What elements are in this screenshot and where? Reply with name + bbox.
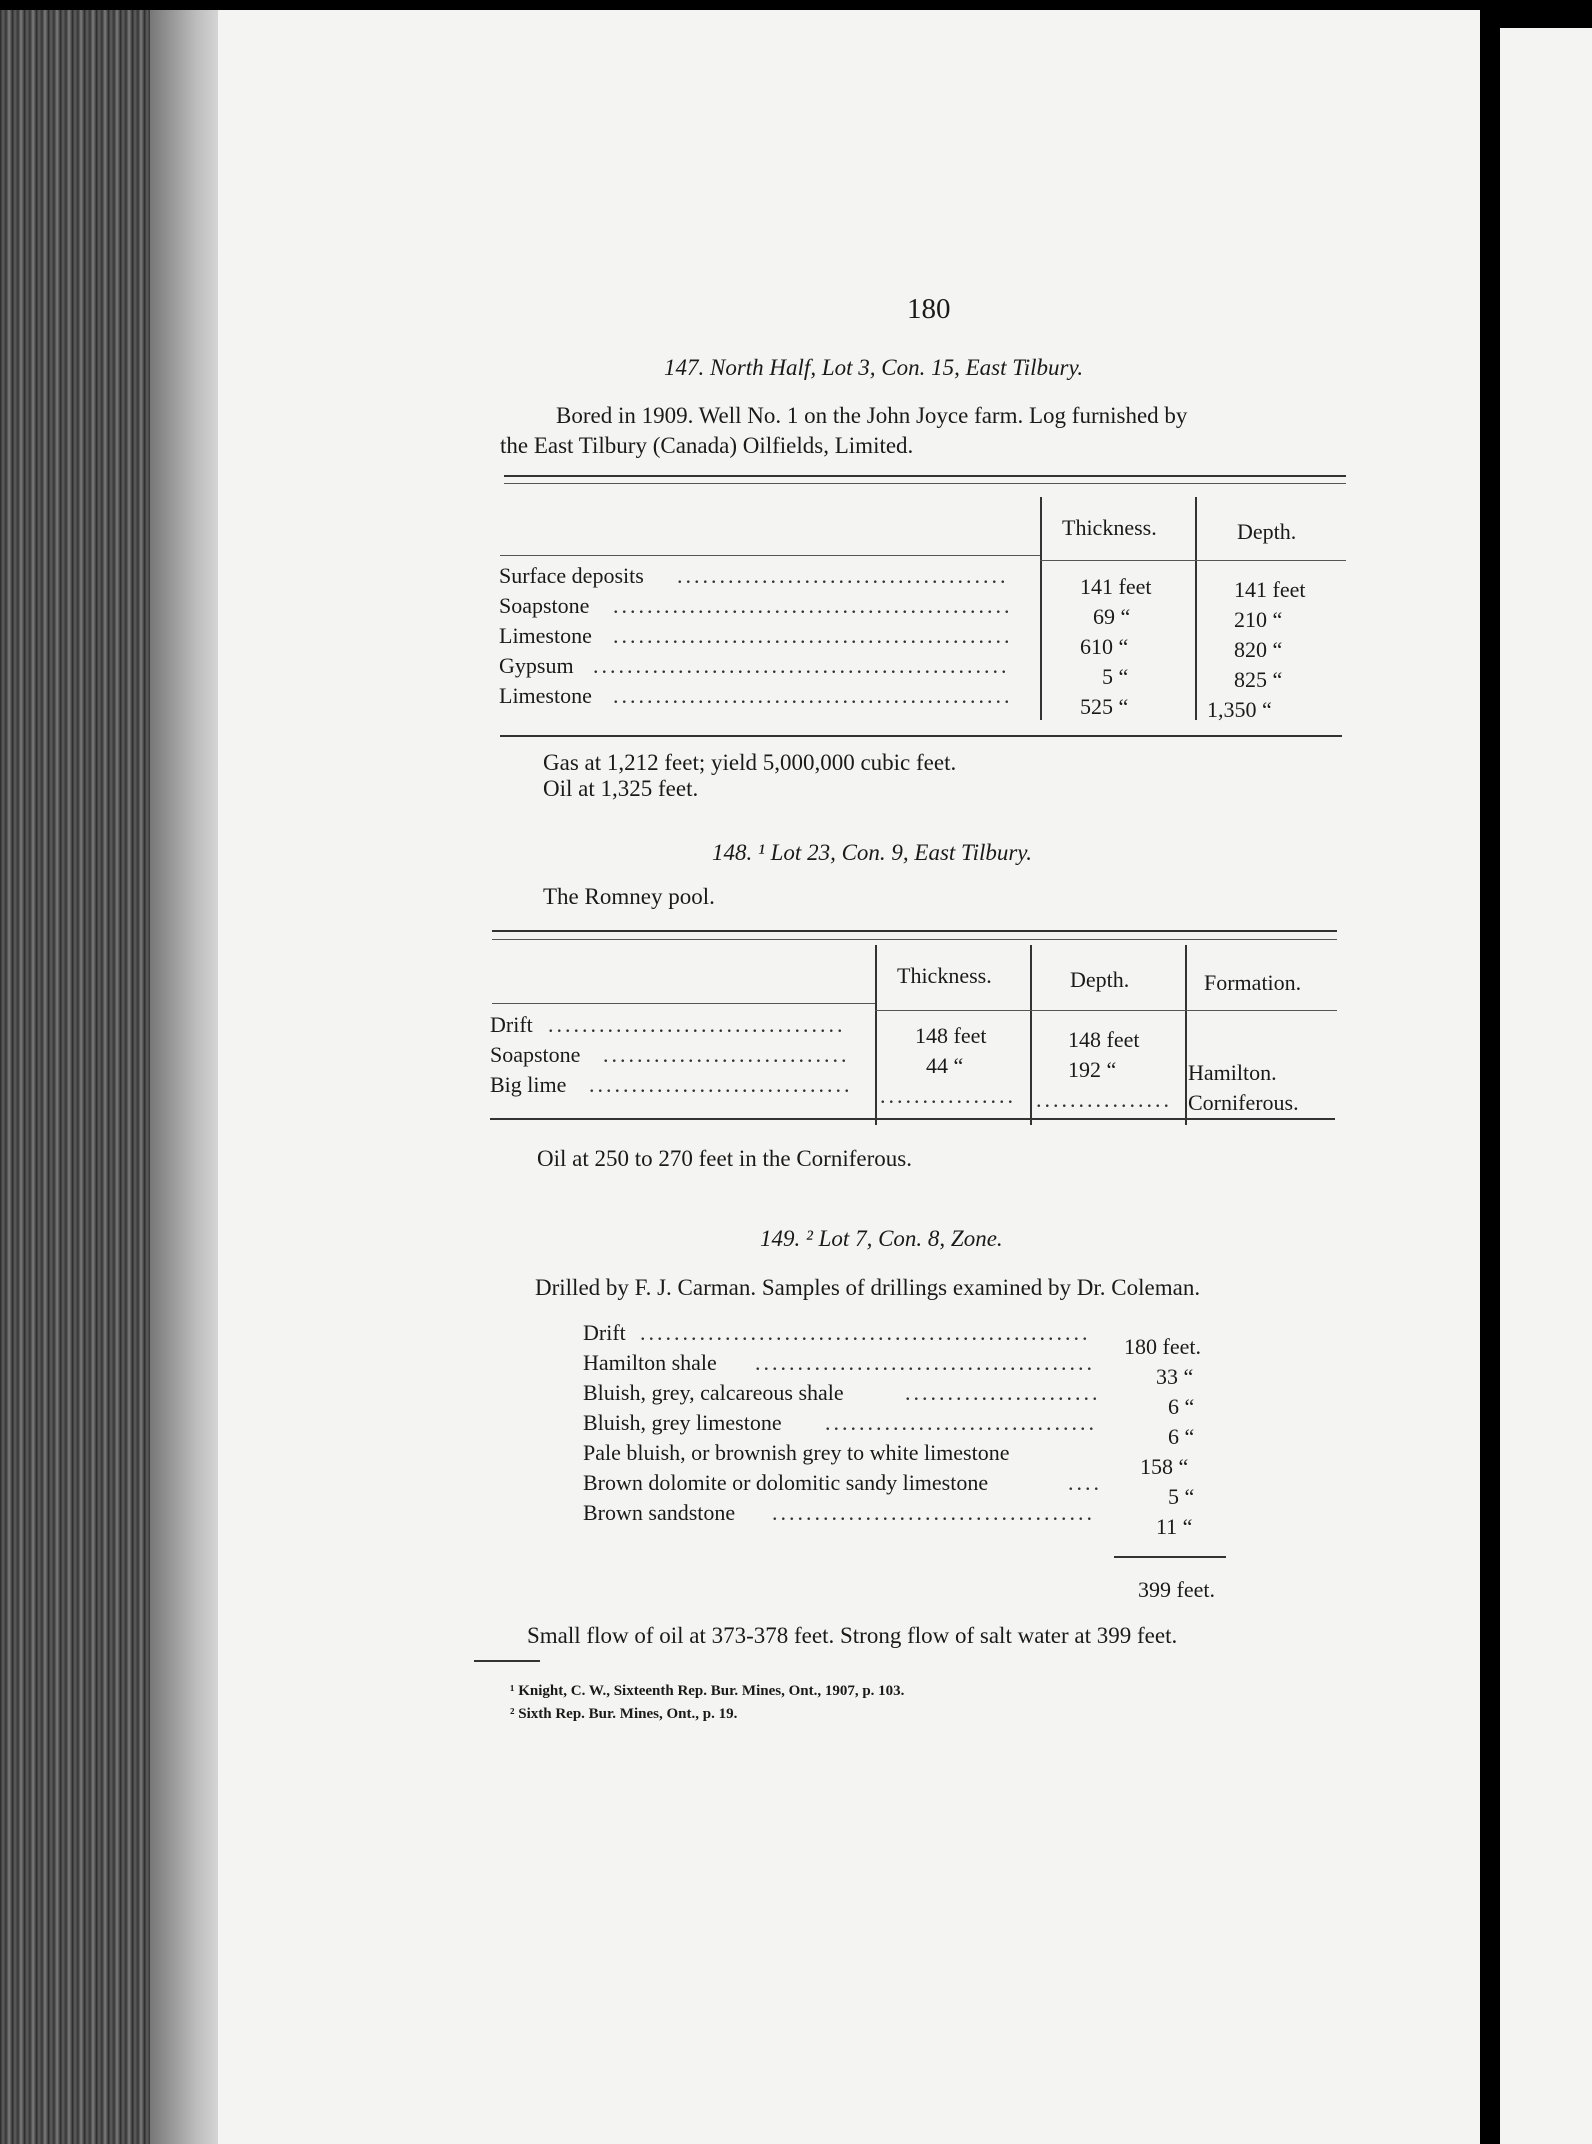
section-147-intro-2: the East Tilbury (Canada) Oilfields, Limited. bbox=[500, 433, 914, 458]
footnote-2: ² Sixth Rep. Bur. Mines, Ont., p. 19. bbox=[510, 1706, 738, 1722]
table-row: Surface deposits bbox=[499, 563, 644, 588]
page-number: 180 bbox=[907, 293, 951, 325]
table-row: Gypsum bbox=[499, 653, 574, 678]
list-item: Bluish, grey, calcareous shale bbox=[583, 1380, 844, 1405]
list-item: Drift bbox=[583, 1320, 626, 1345]
list-item: Pale bluish, or brownish grey to white limestone bbox=[583, 1440, 1010, 1465]
table-row: Limestone bbox=[499, 623, 592, 648]
section-147-intro-1: Bored in 1909. Well No. 1 on the John Joyce farm. Log furnished by bbox=[556, 403, 1188, 428]
section-149-note: Small flow of oil at 373-378 feet. Strong flow of salt water at 399 feet. bbox=[527, 1623, 1178, 1648]
section-148-note: Oil at 250 to 270 feet in the Corniferous. bbox=[537, 1146, 912, 1171]
facing-page-edge bbox=[1500, 28, 1592, 2144]
book-page-stack bbox=[150, 10, 225, 2144]
table-row: Limestone bbox=[499, 683, 592, 708]
table-row: Soapstone bbox=[490, 1042, 581, 1067]
section-147-note-gas: Gas at 1,212 feet; yield 5,000,000 cubic feet. bbox=[543, 750, 957, 775]
section-148-heading: 148. ¹ Lot 23, Con. 9, East Tilbury. bbox=[712, 840, 1033, 865]
list-item: Bluish, grey limestone bbox=[583, 1410, 782, 1435]
footnote-1: ¹ Knight, C. W., Sixteenth Rep. Bur. Mines, Ont., 1907, p. 103. bbox=[510, 1683, 905, 1699]
table-row: Big lime bbox=[490, 1072, 567, 1097]
section-147-heading: 147. North Half, Lot 3, Con. 15, East Tilbury. bbox=[664, 355, 1084, 380]
section-149-heading: 149. ² Lot 7, Con. 8, Zone. bbox=[760, 1226, 1003, 1251]
list-item: Brown dolomite or dolomitic sandy limestone bbox=[583, 1470, 989, 1495]
col-thickness: Thickness. bbox=[1062, 515, 1157, 540]
list-item: Hamilton shale bbox=[583, 1350, 717, 1375]
section-149-intro: Drilled by F. J. Carman. Samples of drillings examined by Dr. Coleman. bbox=[535, 1275, 1201, 1300]
list-item: Brown sandstone bbox=[583, 1500, 736, 1525]
col-depth: Depth. bbox=[1237, 519, 1297, 544]
col-thickness: Thickness. bbox=[897, 963, 992, 988]
col-depth: Depth. bbox=[1070, 967, 1130, 992]
table-row: Drift bbox=[490, 1012, 533, 1037]
table-row: Soapstone bbox=[499, 593, 590, 618]
section-147-note-oil: Oil at 1,325 feet. bbox=[543, 776, 699, 801]
drilling-total: 399 feet. bbox=[1138, 1577, 1215, 1602]
col-formation: Formation. bbox=[1204, 970, 1302, 995]
section-148-intro: The Romney pool. bbox=[543, 884, 715, 909]
